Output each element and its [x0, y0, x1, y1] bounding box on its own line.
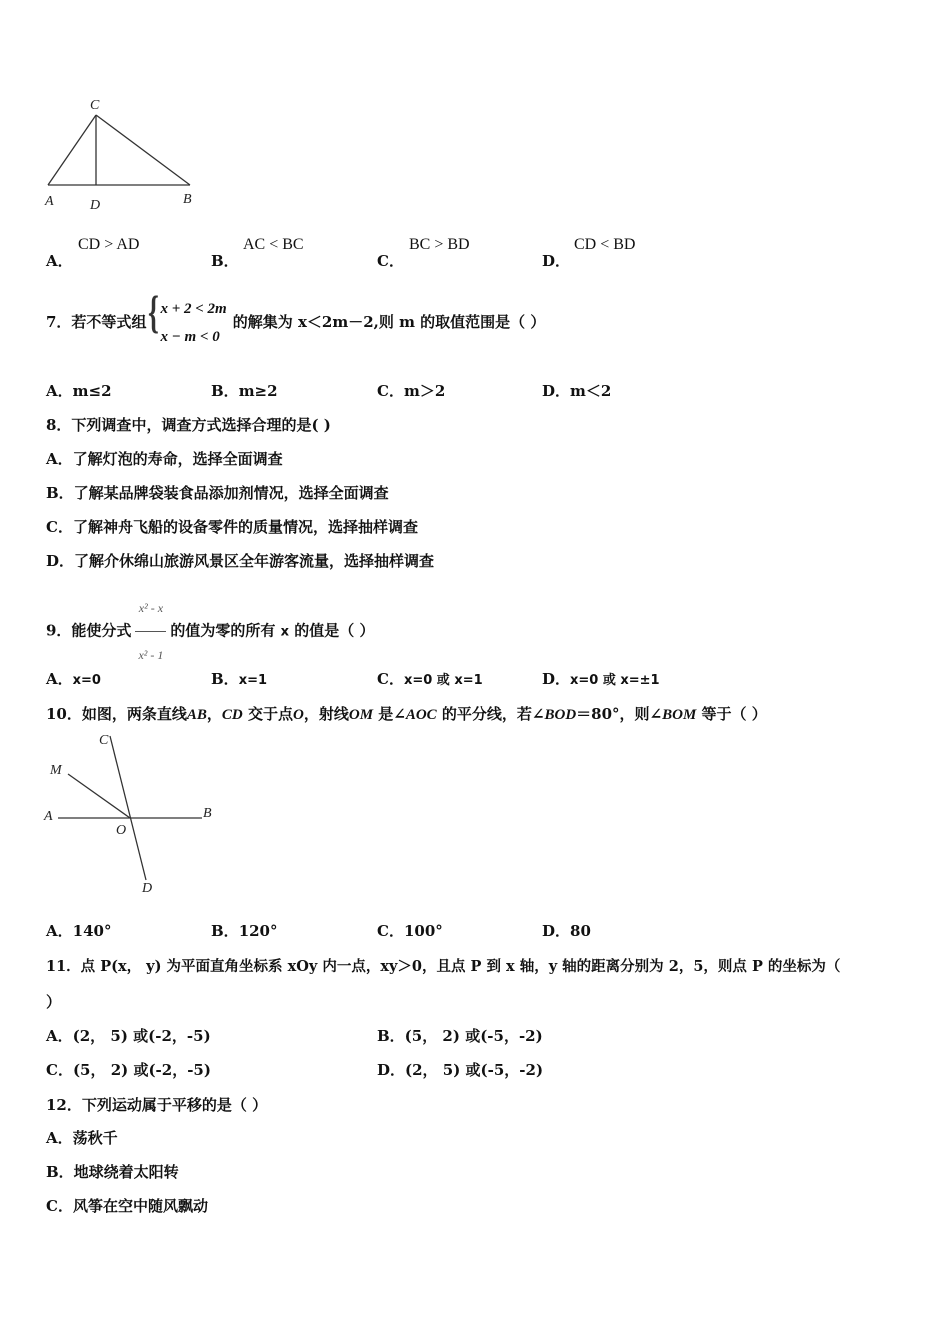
label-o: O	[116, 823, 127, 838]
triangle-figure	[40, 95, 210, 215]
q9-option-a[interactable]: A．x=0	[46, 670, 101, 688]
label-d: D	[90, 198, 101, 213]
q9-suffix-b: 的值是（ ）	[294, 621, 375, 640]
label-m: M	[50, 763, 62, 778]
q7-option-c[interactable]: C．m＞2	[377, 382, 446, 400]
q10-option-c[interactable]: C．100°	[377, 922, 443, 940]
q7-prefix: 7．若不等式组	[46, 313, 147, 331]
q11-option-a[interactable]: A．(2， 5) 或(-2，-5)	[46, 1027, 211, 1045]
intersecting-lines-figure	[40, 728, 230, 898]
q9-suffix-a: 的值为零的所有	[170, 621, 276, 640]
q11-option-d[interactable]: D．(2， 5) 或(-5，-2)	[377, 1061, 544, 1079]
label-c: C	[90, 98, 100, 113]
q9-option-b[interactable]: B．x=1	[211, 670, 268, 688]
q9-prefix: 9．能使分式	[46, 621, 132, 640]
q12-stem: 12．下列运动属于平移的是（ ）	[46, 1096, 268, 1114]
label-d: D	[142, 881, 153, 896]
q11-option-c[interactable]: C．(5， 2) 或(-2，-5)	[46, 1061, 211, 1079]
side-bc	[96, 115, 190, 185]
q9-option-d[interactable]: D．x=0 或 x=±1	[542, 670, 660, 688]
q12-option-a[interactable]: A．荡秋千	[46, 1129, 118, 1147]
q9-stem	[46, 586, 375, 662]
side-ac	[48, 115, 96, 185]
q7-option-a[interactable]: A．m≤2	[46, 382, 112, 400]
q7-stem	[46, 286, 546, 352]
q9-suffix-x: x	[280, 624, 290, 640]
q9-option-c[interactable]: C．x=0 或 x=1	[377, 670, 483, 688]
q6-option-c-value[interactable]: BC > BD	[409, 236, 470, 253]
q6-option-a-label: A．	[46, 252, 73, 270]
q8-option-a[interactable]: A．了解灯泡的寿命，选择全面调查	[46, 450, 283, 468]
q8-option-b[interactable]: B．了解某品牌袋装食品添加剂情况，选择全面调查	[46, 484, 389, 502]
q7-option-d[interactable]: D．m＜2	[542, 382, 612, 400]
q8-option-c[interactable]: C．了解神舟飞船的设备零件的质量情况，选择抽样调查	[46, 518, 418, 536]
label-a: A	[44, 809, 53, 824]
q6-option-d-value[interactable]: CD < BD	[574, 236, 636, 253]
q6-option-a-value[interactable]: CD > AD	[78, 236, 140, 253]
q9-fraction-numerator: x² - x	[135, 586, 166, 632]
q10-option-d[interactable]: D．80	[542, 922, 591, 940]
label-c: C	[99, 733, 109, 748]
q7-inequality-system	[148, 286, 227, 351]
q11-stem-line2: ）	[46, 993, 62, 1011]
brace-icon: {	[148, 286, 160, 337]
q10-option-a[interactable]: A．140°	[46, 922, 112, 940]
q7-ineq-1: x + 2 < 2m	[160, 301, 227, 317]
q6-option-b-value[interactable]: AC < BC	[243, 236, 304, 253]
q6-option-c-label: C．	[377, 252, 404, 270]
label-b: B	[183, 192, 192, 207]
q7-suffix: 的解集为 x＜2m－2,则 m 的取值范围是（ ）	[232, 313, 546, 331]
q8-stem: 8．下列调查中，调查方式选择合理的是( )	[46, 416, 331, 434]
q6-option-d-label: D．	[542, 252, 571, 270]
q10-stem: 10．如图，两条直线AB，CD 交于点O，射线OM 是∠AOC 的平分线，若∠BOD＝80°，则∠BOM 等于（ ）	[46, 705, 767, 723]
q9-fraction-denominator: x² - 1	[138, 648, 164, 662]
q9-fraction	[135, 586, 166, 677]
q7-ineq-2: x − m < 0	[160, 329, 220, 345]
q12-option-c[interactable]: C．风筝在空中随风飘动	[46, 1197, 208, 1215]
q11-stem-line1: 11．点 P(x， y) 为平面直角坐标系 xOy 内一点，xy＞0，且点 P 到 x 轴，y 轴的距离分别为 2，5，则点 P 的坐标为（	[46, 958, 841, 975]
label-b: B	[203, 806, 212, 821]
q10-option-b[interactable]: B．120°	[211, 922, 278, 940]
q7-option-b[interactable]: B．m≥2	[211, 382, 278, 400]
label-a: A	[45, 194, 54, 209]
q12-option-b[interactable]: B．地球绕着太阳转	[46, 1163, 179, 1181]
q11-option-b[interactable]: B．(5， 2) 或(-5，-2)	[377, 1027, 543, 1045]
q8-option-d[interactable]: D．了解介休绵山旅游风景区全年游客流量，选择抽样调查	[46, 552, 435, 570]
q6-option-b-label: B．	[211, 252, 239, 270]
